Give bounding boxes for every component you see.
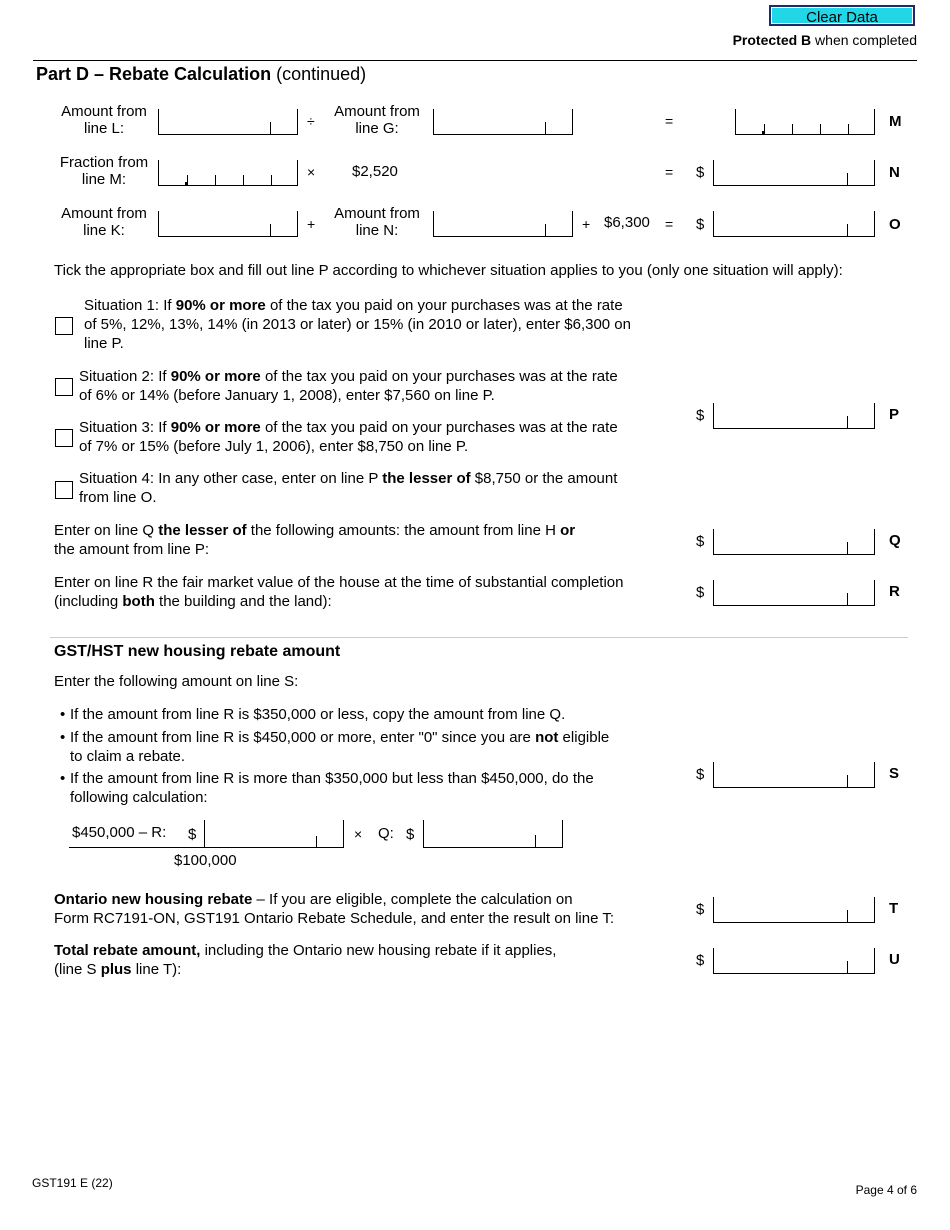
line-s-dollar-sign: $: [696, 766, 705, 783]
s3-bold: 90% or more: [170, 419, 261, 436]
line-o-left-label-2: line K:: [83, 222, 125, 239]
line-n-dollar-sign: $: [696, 164, 705, 181]
line-n-amount: $2,520: [352, 163, 398, 180]
line-o-equals-sign: =: [665, 216, 674, 232]
line-m-left-label: [52, 103, 156, 137]
b2-bold: not: [535, 729, 559, 746]
calc-dollar-sign-1: $: [188, 826, 197, 843]
line-u-text: [54, 941, 674, 979]
line-k-amount-field[interactable]: [158, 211, 298, 237]
line-t-dollar-sign: $: [696, 901, 705, 918]
bullet-2-marker: •: [60, 729, 66, 746]
line-q-part-a: Enter on line Q: [54, 522, 159, 539]
s1-part-e: line P.: [84, 335, 124, 352]
line-u-bold-1: Total rebate amount,: [54, 942, 201, 959]
part-title-rest: (continued): [271, 64, 367, 84]
b2-part-c: eligible: [558, 729, 610, 746]
line-r-letter: R: [889, 583, 900, 600]
line-r-part-b: (including: [54, 593, 123, 610]
line-g-amount-field[interactable]: [433, 109, 573, 135]
line-u-amount-field[interactable]: [713, 948, 875, 974]
s4-bold: the lesser of: [382, 470, 471, 487]
line-n-times-sign: ×: [307, 164, 316, 180]
line-t-letter: T: [889, 900, 899, 917]
s1-part-d: of 5%, 12%, 13%, 14% (in 2013 or later) or 15% (in 2010 or later), enter $6,300 on: [84, 316, 631, 333]
line-m-fraction-field[interactable]: [735, 109, 875, 135]
b3-part-b: following calculation:: [70, 789, 208, 806]
line-o-amount-field[interactable]: [713, 211, 875, 237]
calc-denominator: $100,000: [174, 852, 237, 869]
line-q-bold-2: or: [560, 522, 576, 539]
b2-part-d: to claim a rebate.: [70, 748, 186, 765]
calc-q-amount-field[interactable]: [423, 820, 563, 848]
line-t-part-b: – If you are eligible, complete the calculation on: [252, 891, 573, 908]
protected-b-label: Protected B: [732, 32, 812, 48]
line-u-part-e: line T):: [131, 961, 182, 978]
line-m-right-label: [325, 103, 429, 137]
line-r-amount-field[interactable]: [713, 580, 875, 606]
line-r-bold: both: [122, 593, 155, 610]
line-q-bold-1: the lesser of: [158, 522, 247, 539]
calc-q-label: Q:: [378, 825, 394, 842]
situation-2-text: [79, 367, 659, 405]
line-u-bold-2: plus: [100, 961, 132, 978]
digit-divider: [187, 175, 188, 185]
b3-part-a: If the amount from line R is more than $350,000 but less than $450,000, do the: [70, 770, 594, 787]
s1-bold: 90% or more: [175, 297, 266, 314]
line-u-dollar-sign: $: [696, 952, 705, 969]
protected-b-rest: when completed: [811, 32, 917, 48]
line-l-amount-field[interactable]: [158, 109, 298, 135]
line-o-letter: O: [889, 216, 901, 233]
line-m-divide-sign: ÷: [307, 113, 315, 129]
b2-part-a: If the amount from line R is $450,000 or more, enter "0" since you are: [70, 729, 536, 746]
bullet-3-text: [70, 769, 660, 807]
line-o-right-label-2: line N:: [355, 222, 399, 239]
line-n-left-label-2: line M:: [81, 171, 127, 188]
header-divider: [33, 60, 917, 61]
calc-r-amount-field[interactable]: [204, 820, 344, 848]
line-r-part-d: the building and the land):: [154, 593, 332, 610]
line-m-left-label-1: Amount from: [61, 103, 147, 120]
clear-data-button[interactable]: Clear Data: [769, 5, 915, 26]
line-o-amount: $6,300: [604, 214, 650, 231]
part-title: [36, 64, 366, 85]
line-t-bold: Ontario new housing rebate: [54, 891, 253, 908]
line-t-text: [54, 890, 674, 928]
s1-part-c: of the tax you paid on your purchases was at the rate: [265, 297, 623, 314]
digit-divider: [792, 124, 793, 134]
bullet-1-text: If the amount from line R is $350,000 or less, copy the amount from line Q.: [70, 706, 566, 723]
line-m-right-label-1: Amount from: [334, 103, 420, 120]
line-n-left-label: [52, 154, 156, 188]
s2-part-a: Situation 2: If: [79, 368, 171, 385]
line-o-left-label: [52, 205, 156, 239]
line-m-letter: M: [889, 113, 902, 130]
fraction-bar: [69, 847, 344, 848]
situation-1-text: [84, 296, 664, 353]
line-n-amount-input[interactable]: [433, 211, 573, 237]
bullet-1-marker: •: [60, 706, 66, 723]
s2-part-d: of 6% or 14% (before January 1, 2008), enter $7,560 on line P.: [79, 387, 495, 404]
form-identifier: GST191 E (22): [32, 1176, 113, 1190]
line-o-plus-sign: +: [307, 216, 316, 232]
s4-part-d: from line O.: [79, 489, 157, 506]
digit-divider: [243, 175, 244, 185]
line-s-amount-field[interactable]: [713, 762, 875, 788]
line-o-right-label: [325, 205, 429, 239]
line-n-amount-field[interactable]: [713, 160, 875, 186]
section-divider: [50, 637, 908, 638]
line-p-amount-field[interactable]: [713, 403, 875, 429]
rebate-section-intro: Enter the following amount on line S:: [54, 673, 299, 690]
line-t-amount-field[interactable]: [713, 897, 875, 923]
page-number: Page 4 of 6: [855, 1183, 917, 1197]
protected-b-notice: [733, 32, 917, 48]
digit-divider: [848, 124, 849, 134]
line-p-dollar-sign: $: [696, 407, 705, 424]
line-q-dollar-sign: $: [696, 533, 705, 550]
line-m-fraction-input[interactable]: [158, 160, 298, 186]
line-n-equals-sign: =: [665, 164, 674, 180]
line-m-equals-sign: =: [665, 113, 674, 129]
line-o-dollar-sign: $: [696, 216, 705, 233]
s4-part-c: $8,750 or the amount: [470, 470, 618, 487]
calc-numerator-label: $450,000 – R:: [72, 824, 167, 841]
bullet-2-text: [70, 728, 660, 766]
situation-instructions: Tick the appropriate box and fill out line P according to whichever situation applies to you (only one situation will apply):: [54, 262, 843, 279]
calc-dollar-sign-2: $: [406, 826, 415, 843]
calc-times-sign: ×: [354, 826, 363, 842]
line-q-text: [54, 521, 674, 559]
situation-1-checkbox[interactable]: [55, 317, 73, 335]
s3-part-d: of 7% or 15% (before July 1, 2006), enter $8,750 on line P.: [79, 438, 469, 455]
situation-4-text: [79, 469, 659, 507]
line-r-dollar-sign: $: [696, 584, 705, 601]
line-q-letter: Q: [889, 532, 901, 549]
line-r-part-a: Enter on line R the fair market value of the house at the time of substantial completion: [54, 574, 624, 591]
line-q-part-c: the following amounts: the amount from line H: [246, 522, 561, 539]
digit-divider: [271, 175, 272, 185]
line-s-letter: S: [889, 765, 900, 782]
line-o-right-label-1: Amount from: [334, 205, 420, 222]
s1-part-a: Situation 1: If: [84, 297, 176, 314]
s2-bold: 90% or more: [170, 368, 261, 385]
digit-divider: [215, 175, 216, 185]
line-n-left-label-1: Fraction from: [59, 154, 149, 171]
situation-4-checkbox[interactable]: [55, 481, 73, 499]
line-q-part-e: the amount from line P:: [54, 541, 210, 558]
situation-3-checkbox[interactable]: [55, 429, 73, 447]
digit-divider: [820, 124, 821, 134]
s4-part-a: Situation 4: In any other case, enter on line P: [79, 470, 383, 487]
situation-2-checkbox[interactable]: [55, 378, 73, 396]
s2-part-c: of the tax you paid on your purchases was at the rate: [260, 368, 618, 385]
part-title-bold: Part D – Rebate Calculation: [36, 64, 272, 84]
s3-part-c: of the tax you paid on your purchases was at the rate: [260, 419, 618, 436]
line-t-part-c: Form RC7191-ON, GST191 Ontario Rebate Schedule, and enter the result on line T:: [54, 910, 615, 927]
line-o-left-label-1: Amount from: [61, 205, 147, 222]
bullet-3-marker: •: [60, 770, 66, 787]
line-n-letter: N: [889, 164, 900, 181]
line-r-text: [54, 573, 674, 611]
line-m-right-label-2: line G:: [355, 120, 399, 137]
line-m-left-label-2: line L:: [83, 120, 125, 137]
line-q-amount-field[interactable]: [713, 529, 875, 555]
s3-part-a: Situation 3: If: [79, 419, 171, 436]
line-o-plus-sign-2: +: [582, 216, 591, 232]
situation-3-text: [79, 418, 659, 456]
line-u-part-c: (line S: [54, 961, 101, 978]
digit-divider: [764, 124, 765, 134]
rebate-section-heading: GST/HST new housing rebate amount: [54, 643, 341, 660]
line-u-letter: U: [889, 951, 900, 968]
line-u-part-b: including the Ontario new housing rebate if it applies,: [200, 942, 557, 959]
line-p-letter: P: [889, 406, 900, 423]
